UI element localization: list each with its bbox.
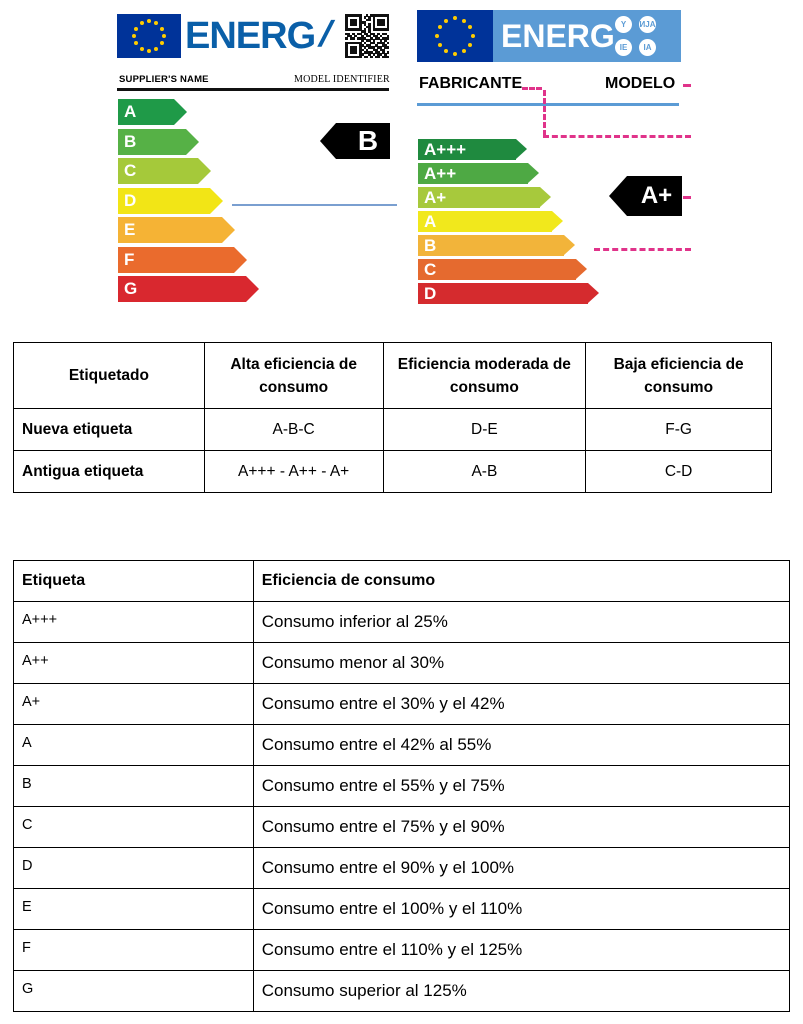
star-icon [438,25,442,29]
label-class-cell: A++ [14,643,254,684]
star-icon [471,34,475,38]
annotation-dash-line [522,87,542,90]
consumption-description-cell: Consumo superior al 125% [253,971,789,1012]
table-row-header: Nueva etiqueta [14,409,205,451]
energy-class-bar: B [418,235,564,256]
table-row [14,766,790,807]
table-header-cell: Eficiencia moderada de consumo [383,343,586,409]
label-class-cell: G [14,971,254,1012]
table-row-header: Antigua etiqueta [14,451,205,493]
star-icon [140,47,144,51]
consumption-description-cell: Consumo menor al 30% [253,643,789,684]
new-label-class-pointer: B [336,123,390,159]
table-header-cell: Etiquetado [14,343,205,409]
star-icon [134,27,138,31]
star-icon [468,25,472,29]
label-class-cell: D [14,848,254,889]
label-comparison-table [13,342,772,493]
star-icon [444,49,448,53]
label-class-cell: F [14,930,254,971]
energy-class-bar: A+ [418,187,540,208]
star-icon [147,49,151,53]
table-row [14,684,790,725]
annotation-dash-line [543,135,691,138]
consumption-efficiency-table [13,560,790,1012]
star-icon [160,27,164,31]
table-row [14,889,790,930]
eu-flag-icon [417,10,493,62]
energy-class-bar: A+++ [418,139,516,160]
star-icon [462,19,466,23]
star-icon [162,34,166,38]
consumption-description-cell: Consumo entre el 42% al 55% [253,725,789,766]
table-header-cell: Eficiencia de consumo [253,561,789,602]
star-icon [453,52,457,56]
star-icon [435,34,439,38]
star-icon [134,41,138,45]
table-cell: F-G [586,409,772,451]
table-row [14,643,790,684]
star-icon [154,21,158,25]
new-label-header [117,12,389,62]
energy-class-bar: D [118,188,210,214]
modelo-label: MODELO [605,75,676,92]
star-icon [147,19,151,23]
lang-mark-icon: IA [639,39,656,56]
consumption-description-cell: Consumo entre el 100% y el 110% [253,889,789,930]
table-header-cell: Etiqueta [14,561,254,602]
new-label-divider [117,88,389,91]
lang-mark-icon: IE [615,39,632,56]
table-header-row [14,343,772,409]
label-class-cell: A [14,725,254,766]
new-label-energy-word: ENERG [185,15,316,57]
energy-class-bar: A++ [418,163,528,184]
star-icon [154,47,158,51]
lang-mark-icon: ИJA [639,16,656,33]
table-header-row [14,561,790,602]
model-identifier-label: MODEL IDENTIFIER [294,74,390,85]
energy-label-comparison-figure [0,0,803,320]
table-row [14,930,790,971]
energy-class-bar: C [118,158,198,184]
old-label-header [417,10,681,62]
energy-class-bar: F [118,247,234,273]
consumption-description-cell: Consumo entre el 55% y el 75% [253,766,789,807]
annotation-dash-line [594,248,691,251]
table-cell: A+++ - A++ - A+ [204,451,383,493]
lang-mark-icon: Y [615,16,632,33]
label-class-cell: C [14,807,254,848]
consumption-description-cell: Consumo inferior al 25% [253,602,789,643]
qr-code-icon [345,14,389,58]
table-header-cell: Baja eficiencia de consumo [586,343,772,409]
label-class-cell: A+++ [14,602,254,643]
consumption-description-cell: Consumo entre el 75% y el 90% [253,807,789,848]
star-icon [468,43,472,47]
annotation-dash-line [683,84,691,87]
annotation-dash-line [543,90,546,136]
table-cell: C-D [586,451,772,493]
star-icon [453,16,457,20]
table-header-cell: Alta eficiencia de consumo [204,343,383,409]
star-icon [140,21,144,25]
supplier-name-label: SUPPLIER'S NAME [119,74,209,85]
table-cell: D-E [383,409,586,451]
consumption-description-cell: Consumo entre el 90% y el 100% [253,848,789,889]
table-row [14,409,772,451]
old-label-energy-word: ENERG [501,18,615,54]
label-class-cell: B [14,766,254,807]
label-class-cell: E [14,889,254,930]
star-icon [462,49,466,53]
star-icon [160,41,164,45]
old-label-divider [417,103,679,106]
lightning-bolt-icon: / [314,13,338,54]
table-row [14,451,772,493]
table-row [14,725,790,766]
energy-class-bar: A [118,99,174,125]
label-class-cell: A+ [14,684,254,725]
fabricante-label: FABRICANTE [419,75,523,92]
consumption-description-cell: Consumo entre el 110% y el 125% [253,930,789,971]
table-row [14,807,790,848]
energy-class-bar: E [118,217,222,243]
star-icon [438,43,442,47]
energy-class-bar: G [118,276,246,302]
consumption-description-cell: Consumo entre el 30% y el 42% [253,684,789,725]
table-row [14,602,790,643]
old-label-class-pointer: A+ [627,176,682,216]
annotation-dash-line [683,196,691,199]
energy-class-bar: A [418,211,552,232]
star-icon [444,19,448,23]
energy-class-bar: D [418,283,588,304]
star-icon [132,34,136,38]
energy-class-bar: C [418,259,576,280]
table-cell: A-B [383,451,586,493]
energy-class-bar: B [118,129,186,155]
table-row [14,971,790,1012]
eu-flag-icon [117,14,181,58]
table-cell: A-B-C [204,409,383,451]
label-connector-line [232,204,397,206]
table-row [14,848,790,889]
